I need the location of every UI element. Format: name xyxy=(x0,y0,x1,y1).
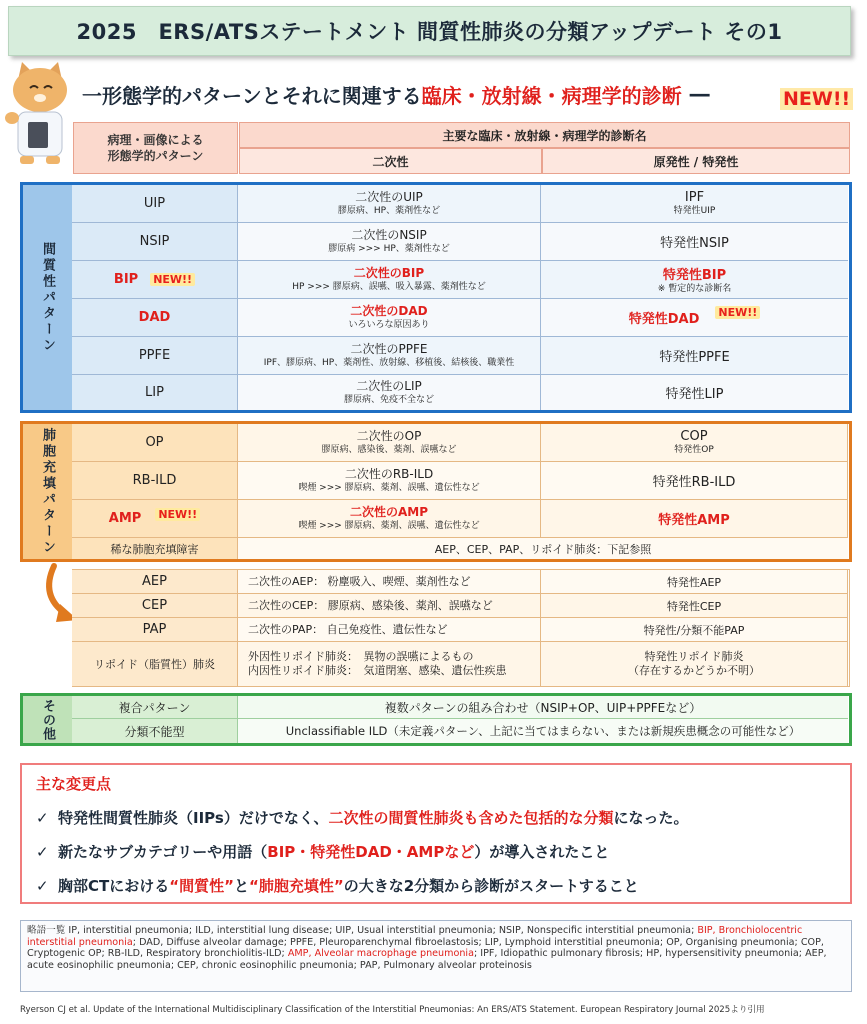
header-pattern xyxy=(73,122,238,174)
table-row-dad xyxy=(72,299,848,337)
page-title: 2025 ERS/ATSステートメント 間質性肺炎の分類アップデート その1 xyxy=(76,20,783,44)
primary-rb-ild: 特発性RB-ILD xyxy=(652,475,736,490)
change-3-conj: と xyxy=(233,877,249,895)
primary-lip: 特発性LIP xyxy=(665,387,724,402)
change-1-highlight: 二次性の間質性肺炎も含めた包括的な分類 xyxy=(328,809,614,827)
pattern-bip: BIP xyxy=(113,272,139,287)
pattern-rb-ild: RB-ILD xyxy=(132,473,177,488)
pattern-uip: UIP xyxy=(143,196,166,211)
table-row-uip xyxy=(72,185,848,223)
abbr-bip: BIP, Bronchiolocentric interstitial pneumonia xyxy=(27,925,803,948)
table-row-unclassifiable xyxy=(72,719,848,743)
table-row-lipoid xyxy=(72,642,848,686)
table-row-rare xyxy=(72,538,848,559)
interstitial-side xyxy=(23,185,72,410)
secondary-lip-sub: 膠原病、免疫不全など xyxy=(343,395,434,405)
unclassifiable-text: Unclassifiable ILD（未定義パターン、上記に当てはまらない、または新規疾患概念の可能性など） xyxy=(285,724,801,738)
secondary-amp-sub: 喫煙 >>> 膠原病、薬剤、誤嚥、遺伝性など xyxy=(298,521,480,531)
new-badge-amp: NEW!! xyxy=(155,508,200,521)
secondary-uip: 二次性のUIP xyxy=(355,190,423,204)
pattern-lipoid: リポイド（脂質性）肺炎 xyxy=(94,658,215,671)
table-row-rb-ild xyxy=(72,462,848,500)
header-pattern-line2: 形態学的パターン xyxy=(107,149,204,163)
other-side xyxy=(23,696,72,743)
primary-aep: 特発性AEP xyxy=(666,575,722,589)
pattern-lip: LIP xyxy=(145,385,164,400)
table-row-nsip xyxy=(72,223,848,261)
secondary-op: 二次性のOP xyxy=(356,429,422,443)
header-primary: 原発性 / 特発性 xyxy=(542,148,850,174)
pattern-combined: 複合パターン xyxy=(118,700,191,715)
secondary-ppfe: 二次性のPPFE xyxy=(350,342,428,356)
table-row-bip xyxy=(72,261,848,299)
change-1-text: 特発性間質性肺炎（IIPs）だけでなく、 xyxy=(58,809,329,827)
abbr-text-2: ; DAD, Diffuse alveolar damage; PPFE, Pleuroparenchymal fibroelastosis; LIP, Lymphoid interstitial pneumonia; OP, Organising pneumonia; COP, Cryptogenic OP; RB-ILD, Respiratory bronchiolitis-ILD; xyxy=(27,936,824,959)
abbreviation-list xyxy=(20,920,852,992)
pattern-dad: DAD xyxy=(138,310,171,325)
primary-cep: 特発性CEP xyxy=(666,599,722,613)
primary-dad: 特発性DAD xyxy=(628,312,700,327)
secondary-bip: 二次性のBIP xyxy=(353,266,425,280)
pattern-aep: AEP xyxy=(142,574,167,589)
new-badge-large: NEW!! xyxy=(780,88,853,110)
primary-cop: COP xyxy=(680,429,708,444)
change-3-text: 胸部CTにおける xyxy=(58,877,170,895)
secondary-bip-sub: HP >>> 膠原病、誤嚥、吸入暴露、薬剤性など xyxy=(292,282,486,292)
secondary-lip: 二次性のLIP xyxy=(356,379,422,393)
secondary-dad: 二次性のDAD xyxy=(350,304,428,318)
table-row-op xyxy=(72,424,848,462)
secondary-pap: 二次性のPAP： 自己免疫性、遺伝性など xyxy=(248,622,448,636)
primary-bip: 特発性BIP xyxy=(662,268,727,283)
primary-ppfe: 特発性PPFE xyxy=(659,350,730,365)
table-row-lip xyxy=(72,375,848,410)
primary-lipoid-note: （存在するかどうか不明） xyxy=(628,664,760,677)
pattern-cep: CEP xyxy=(141,598,168,613)
title-bar xyxy=(8,6,851,56)
change-2-text: 新たなサブカテゴリーや用語（ xyxy=(58,843,268,861)
change-item-3 xyxy=(36,875,639,896)
secondary-nsip-sub: 膠原病 >>> HP、薬剤性など xyxy=(328,244,450,254)
pattern-amp: AMP xyxy=(108,511,142,526)
abbr-text-1: 略語一覧 IP, interstitial pneumonia; ILD, interstitial lung disease; UIP, Usual interstitial pneumonia; NSIP, Nonspecific interstitial pneumonia; xyxy=(27,925,698,936)
checkmark-icon: ✓ xyxy=(36,843,49,861)
key-changes-box xyxy=(20,763,852,904)
combined-text: 複数パターンの組み合わせ（NSIP+OP、UIP+PPFEなど） xyxy=(384,700,702,715)
change-item-1 xyxy=(36,807,689,828)
primary-bip-sub: ※ 暫定的な診断名 xyxy=(657,284,732,294)
change-item-2 xyxy=(36,841,609,862)
other-side-label: その他 xyxy=(40,698,55,741)
key-changes-heading: 主な変更点 xyxy=(36,775,112,793)
abbr-text-3: ; IPF, Idiopathic pulmonary fibrosis; HP, hypersensitivity pneumonia; AEP, acute eosinophilic pneumonia; CEP, chronic eosinophilic pneumonia; PAP, Pulmonary alveolar proteinosis xyxy=(27,948,827,971)
abbr-amp: AMP, Alveolar macrophage pneumonia xyxy=(287,948,474,959)
secondary-rb-ild-sub: 喫煙 >>> 膠原病、薬剤、誤嚥、遺伝性など xyxy=(298,483,480,493)
change-2-highlight: BIP・特発性DAD・AMPなど xyxy=(267,843,475,861)
pattern-op: OP xyxy=(145,435,164,450)
rare-text: AEP、CEP、PAP、リポイド肺炎：下記参照 xyxy=(434,542,652,556)
table-row-cep xyxy=(72,594,848,618)
table-row-amp xyxy=(72,500,848,538)
secondary-amp: 二次性のAMP xyxy=(349,505,429,519)
secondary-lipoid-exogenous: 外因性リポイド肺炎： 異物の誤嚥によるもの xyxy=(248,650,474,663)
change-2-end: ）が導入されたこと xyxy=(474,843,610,861)
table-row-aep xyxy=(72,570,848,594)
checkmark-icon: ✓ xyxy=(36,877,49,895)
primary-cop-sub: 特発性OP xyxy=(674,445,714,455)
interstitial-side-label: 間質性パターン xyxy=(40,241,55,354)
pattern-pap: PAP xyxy=(142,622,167,637)
subtitle xyxy=(82,77,782,111)
subtitle-highlight: 臨床・放射線・病理学的診断 xyxy=(421,83,682,108)
secondary-dad-sub: いろいろな原因あり xyxy=(348,320,430,330)
primary-ipf: IPF xyxy=(684,190,705,205)
table-row-ppfe xyxy=(72,337,848,375)
secondary-ppfe-sub: IPF、膠原病、HP、薬剤性、放射線、移植後、結核後、職業性 xyxy=(263,358,515,368)
secondary-cep: 二次性のCEP： 膠原病、感染後、薬剤、誤嚥など xyxy=(248,598,493,612)
secondary-op-sub: 膠原病、感染後、薬剤、誤嚥など xyxy=(321,445,457,455)
alveolar-side xyxy=(23,424,72,559)
pattern-ppfe: PPFE xyxy=(138,348,171,363)
secondary-nsip: 二次性のNSIP xyxy=(351,228,427,242)
secondary-aep: 二次性のAEP： 粉塵吸入、喫煙、薬剤性など xyxy=(248,574,471,588)
primary-amp: 特発性AMP xyxy=(658,513,730,528)
change-3-highlight-alveolar: “肺胞充填性” xyxy=(248,877,344,895)
pattern-nsip: NSIP xyxy=(139,234,170,249)
primary-ipf-sub: 特発性UIP xyxy=(673,206,716,216)
cat-doctor-illustration xyxy=(4,58,78,166)
header-diagnosis: 主要な臨床・放射線・病理学的診断名 xyxy=(239,122,850,148)
header-pattern-line1: 病理・画像による xyxy=(107,133,204,147)
new-badge-dad: NEW!! xyxy=(715,306,760,319)
subtitle-dash: ― xyxy=(689,82,710,106)
subtitle-text: 一形態学的パターンとそれに関連する xyxy=(82,83,422,108)
table-row-combined xyxy=(72,696,848,719)
change-3-highlight-interstitial: “間質性” xyxy=(169,877,234,895)
secondary-lipoid-endogenous: 内因性リポイド肺炎： 気道閉塞、感染、遺伝性疾患 xyxy=(248,664,507,677)
header-secondary: 二次性 xyxy=(239,148,542,174)
change-1-end: になった。 xyxy=(613,809,689,827)
checkmark-icon: ✓ xyxy=(36,809,49,827)
alveolar-side-label: 肺胞充填パターン xyxy=(40,427,55,556)
new-badge-bip: NEW!! xyxy=(150,273,195,286)
primary-lipoid: 特発性リポイド肺炎 xyxy=(644,650,744,663)
change-3-end: の大きな2分類から診断がスタートすること xyxy=(343,877,639,895)
primary-nsip: 特発性NSIP xyxy=(660,236,729,251)
rare-label: 稀な肺胞充填障害 xyxy=(110,542,199,556)
secondary-rb-ild: 二次性のRB-ILD xyxy=(344,467,434,481)
pattern-unclassifiable: 分類不能型 xyxy=(124,724,185,739)
table-row-pap xyxy=(72,618,848,642)
secondary-uip-sub: 膠原病、HP、薬剤性など xyxy=(337,206,441,216)
reference: Ryerson CJ et al. Update of the International Multidisciplinary Classification of the Interstitial Pneumonias: An ERS/ATS Statement. European Respiratory Journal 2025より引用 xyxy=(20,1005,765,1015)
primary-pap: 特発性/分類不能PAP xyxy=(643,623,745,637)
